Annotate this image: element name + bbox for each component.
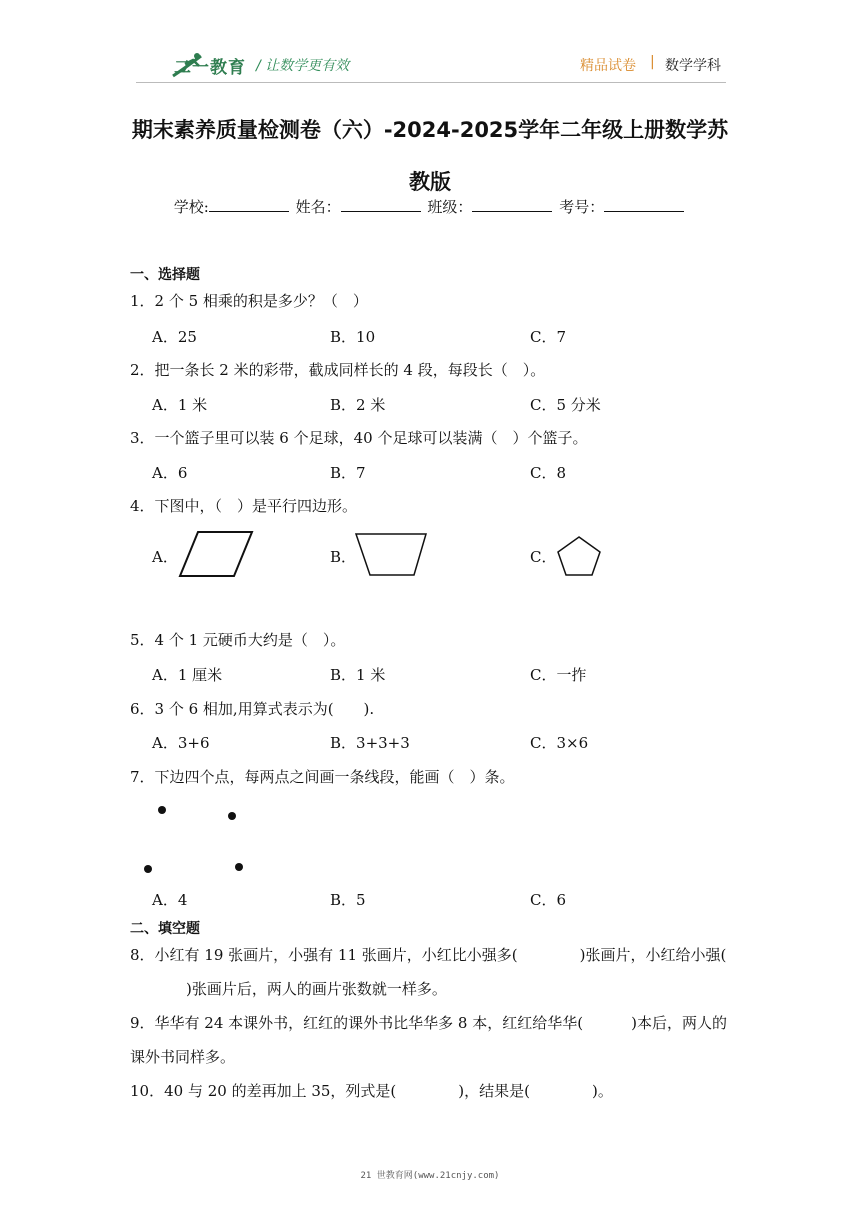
dot-2 xyxy=(228,812,236,820)
page-footer: 21 世教育网(www.21cnjy.com) xyxy=(360,1171,500,1181)
q1-option-b[interactable]: B．10 xyxy=(330,328,376,346)
header-divider xyxy=(136,82,726,83)
q5-option-c[interactable]: C．一拃 xyxy=(530,666,587,684)
badge-separator: | xyxy=(650,54,655,70)
dot-3 xyxy=(144,865,152,873)
exam-no-blank[interactable] xyxy=(604,197,684,212)
q2-option-a[interactable]: A．1 米 xyxy=(152,396,208,414)
q10-text-2: )，结果是( xyxy=(458,1082,530,1100)
q2-option-c[interactable]: C．5 分米 xyxy=(530,396,601,414)
question-7: 7．下边四个点，每两点之间画一条线段，能画（ ）条。 xyxy=(130,768,515,786)
q1-option-a[interactable]: A．25 xyxy=(152,328,197,346)
name-blank[interactable] xyxy=(341,197,421,212)
trapezoid-shape xyxy=(354,530,430,578)
q9-text-2: )本后，两人的课外书同样多。 xyxy=(130,1014,727,1066)
q4-option-a[interactable]: A． xyxy=(152,548,178,566)
q5-option-a[interactable]: A．1 厘米 xyxy=(152,666,223,684)
question-6: 6．3 个 6 相加,用算式表示为( ). xyxy=(130,700,375,718)
question-10 xyxy=(130,1074,730,1108)
class-label: 班级： xyxy=(427,198,473,216)
school-label: 学校: xyxy=(173,198,209,216)
question-8 xyxy=(130,938,730,1006)
name-label: 姓名： xyxy=(295,198,341,216)
q6-option-a[interactable]: A．3+6 xyxy=(152,734,210,752)
q6-option-b[interactable]: B．3+3+3 xyxy=(330,734,410,752)
logo-text: 二一教育 xyxy=(174,58,246,78)
title-line-2: 教版 xyxy=(409,170,451,194)
question-9 xyxy=(130,1006,730,1074)
parallelogram-shape xyxy=(176,530,256,578)
q4-option-c[interactable]: C． xyxy=(530,548,557,566)
class-blank[interactable] xyxy=(472,197,552,212)
q7-option-c[interactable]: C．6 xyxy=(530,891,567,909)
exam-no-label: 考号： xyxy=(559,198,605,216)
dot-1 xyxy=(158,806,166,814)
question-3: 3．一个篮子里可以装 6 个足球，40 个足球可以装满（ ）个篮子。 xyxy=(130,429,588,447)
school-blank[interactable] xyxy=(209,197,289,212)
q3-option-c[interactable]: C．8 xyxy=(530,464,567,482)
section-heading-fill: 二、填空题 xyxy=(130,921,200,937)
q8-text-3: )张画片后，两人的画片张数就一样多。 xyxy=(186,980,447,998)
four-dots-figure xyxy=(140,800,250,880)
page-title xyxy=(0,104,860,208)
q8-text-2: )张画片，小红给小强( xyxy=(579,946,727,964)
section-heading-choice: 一、选择题 xyxy=(130,267,200,283)
badge-subject: 数学学科 xyxy=(665,58,721,74)
q10-text-1: 10．40 与 20 的差再加上 35，列式是( xyxy=(130,1082,397,1100)
question-1: 1．2 个 5 相乘的积是多少？（ ） xyxy=(130,292,368,310)
q6-option-c[interactable]: C．3×6 xyxy=(530,734,589,752)
q9-text-1: 9．华华有 24 本课外书，红红的课外书比华华多 8 本，红红给华华( xyxy=(130,1014,584,1032)
question-4: 4．下图中，（ ）是平行四边形。 xyxy=(130,497,358,515)
badge-premium: 精品试卷 xyxy=(580,58,636,74)
page-header xyxy=(0,0,860,90)
student-info-line xyxy=(0,196,860,217)
q4-option-b[interactable]: B． xyxy=(330,548,357,566)
q7-option-b[interactable]: B．5 xyxy=(330,891,366,909)
question-2: 2．把一条长 2 米的彩带，截成同样长的 4 段，每段长（ ）。 xyxy=(130,361,546,379)
q7-option-a[interactable]: A．4 xyxy=(152,891,188,909)
q2-option-b[interactable]: B．2 米 xyxy=(330,396,386,414)
q10-text-3: )。 xyxy=(592,1082,613,1100)
dot-4 xyxy=(235,863,243,871)
q1-option-c[interactable]: C．7 xyxy=(530,328,567,346)
question-5: 5．4 个 1 元硬币大约是（ ）。 xyxy=(130,631,346,649)
slogan: / 让数学更有效 xyxy=(256,58,350,74)
q3-option-b[interactable]: B．7 xyxy=(330,464,366,482)
q3-option-a[interactable]: A．6 xyxy=(152,464,188,482)
q8-text-1: 8．小红有 19 张画片，小强有 11 张画片，小红比小强多( xyxy=(130,946,518,964)
title-line-1: 期末素养质量检测卷（六）-2024-2025学年二年级上册数学苏 xyxy=(131,118,729,142)
q5-option-b[interactable]: B．1 米 xyxy=(330,666,386,684)
pentagon-shape xyxy=(556,535,602,577)
